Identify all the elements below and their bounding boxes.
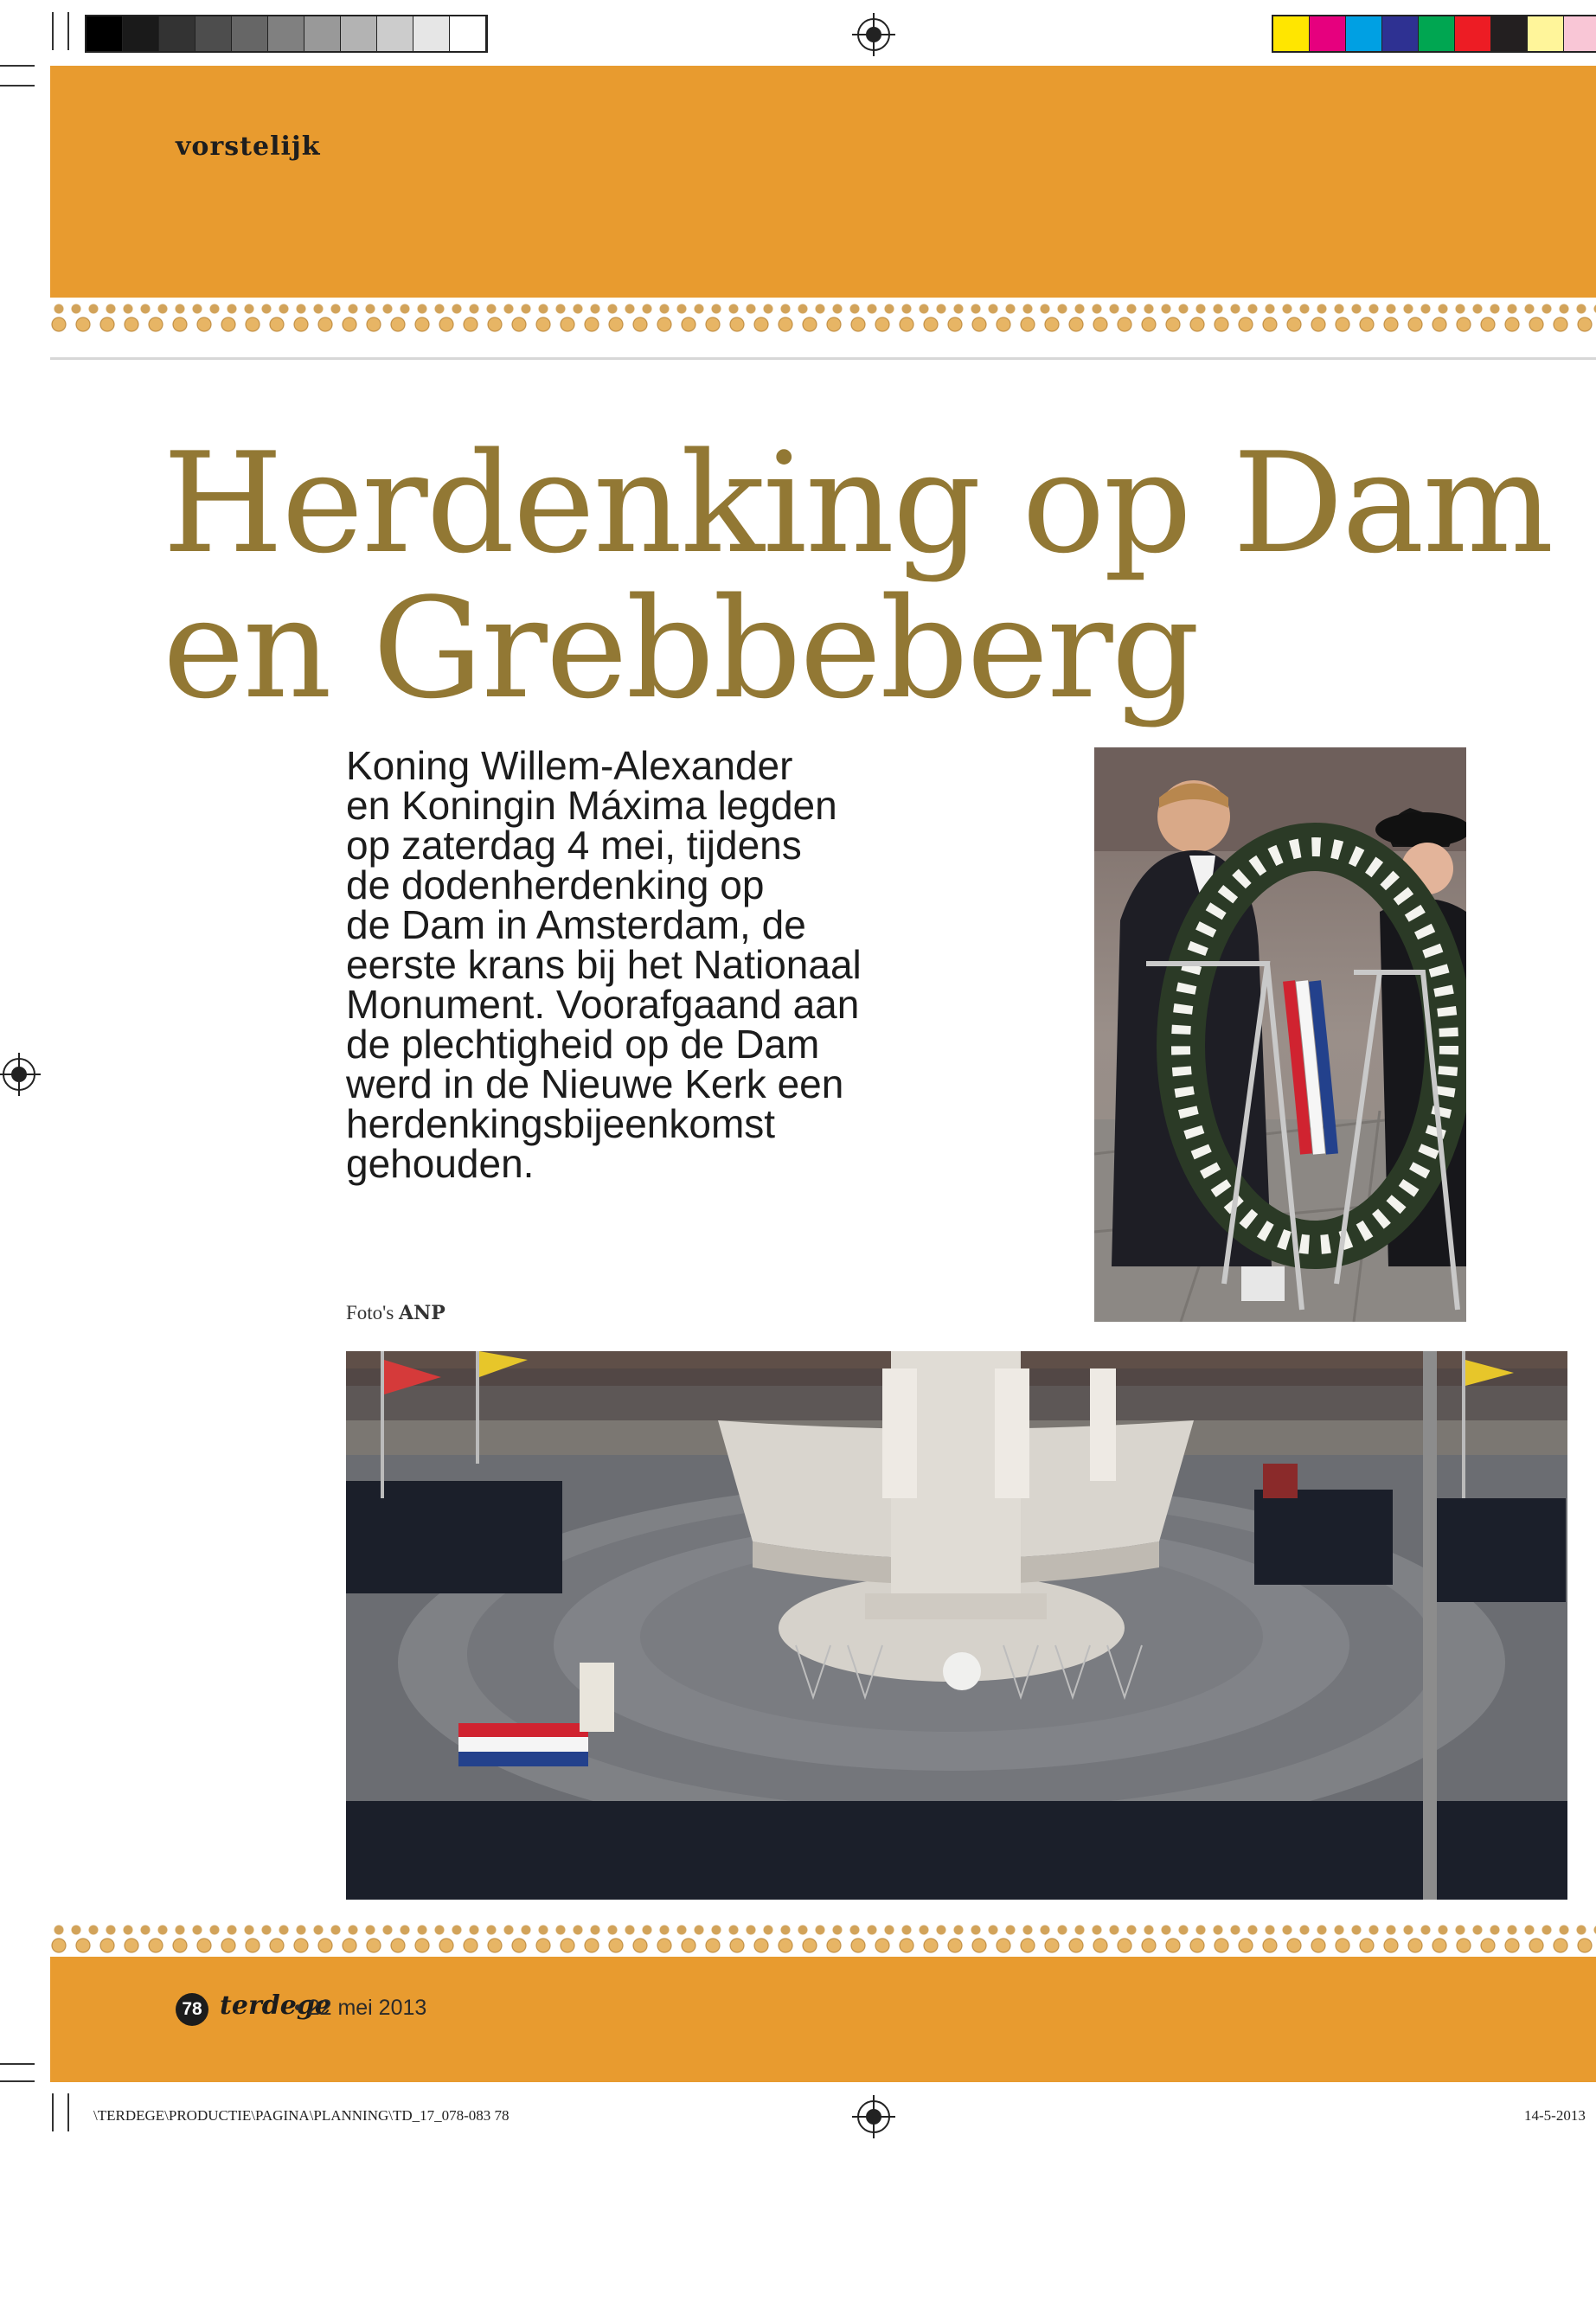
gray-swatch bbox=[377, 16, 413, 51]
lead-paragraph bbox=[346, 743, 969, 1186]
trim-mark bbox=[52, 12, 54, 50]
color-swatch bbox=[1455, 16, 1491, 51]
header-dot-border bbox=[50, 301, 1596, 332]
headline-line-2: en Grebbeberg bbox=[163, 567, 1199, 729]
print-slug-date: 14-5-2013 bbox=[1524, 2107, 1586, 2124]
header-band bbox=[50, 66, 1596, 298]
color-swatch bbox=[1528, 16, 1564, 51]
color-swatch bbox=[1346, 16, 1382, 51]
color-swatch bbox=[1419, 16, 1455, 51]
gray-swatch bbox=[159, 16, 195, 51]
lead-line: Koning Willem-Alexander bbox=[346, 743, 793, 788]
gray-swatch bbox=[87, 16, 123, 51]
trim-mark bbox=[0, 2080, 35, 2082]
color-swatch bbox=[1273, 16, 1310, 51]
wreath-photo-illustration bbox=[1094, 747, 1466, 1322]
lead-line: herdenkingsbijeenkomst bbox=[346, 1101, 776, 1146]
color-swatch bbox=[1564, 16, 1596, 51]
lead-line: op zaterdag 4 mei, tijdens bbox=[346, 823, 802, 868]
color-swatch bbox=[1310, 16, 1346, 51]
photo-credit bbox=[346, 1302, 445, 1324]
registration-mark-icon bbox=[3, 1058, 35, 1091]
photo-credit-label: Foto's bbox=[346, 1302, 394, 1324]
gray-swatch bbox=[195, 16, 232, 51]
trim-mark bbox=[67, 12, 69, 50]
footer-dot-border bbox=[50, 1922, 1596, 1953]
page-number-badge: 78 bbox=[176, 1993, 208, 2026]
dam-square-photo bbox=[346, 1351, 1567, 1900]
gray-swatch bbox=[268, 16, 304, 51]
footer-brand: terdege bbox=[220, 1990, 331, 2021]
lead-line: de Dam in Amsterdam, de bbox=[346, 902, 806, 947]
lead-line: gehouden. bbox=[346, 1141, 535, 1186]
lead-line: Monument. Voorafgaand aan bbox=[346, 982, 860, 1027]
section-label: vorstelijk bbox=[176, 131, 321, 162]
registration-mark-icon bbox=[857, 2100, 890, 2133]
gray-swatch bbox=[123, 16, 159, 51]
color-calibration-bar bbox=[1272, 15, 1596, 53]
footer-date: • 22 mei 2013 bbox=[294, 1996, 427, 2020]
color-swatch bbox=[1491, 16, 1528, 51]
trim-mark bbox=[52, 2093, 54, 2131]
grayscale-calibration-bar bbox=[85, 15, 488, 53]
lead-line: eerste krans bij het Nationaal bbox=[346, 942, 862, 987]
lead-line: werd in de Nieuwe Kerk een bbox=[346, 1061, 844, 1106]
gray-swatch bbox=[450, 16, 486, 51]
photo-credit-name: ANP bbox=[399, 1302, 445, 1324]
trim-mark bbox=[67, 2093, 69, 2131]
registration-mark-icon bbox=[857, 18, 890, 51]
lead-line: de plechtigheid op de Dam bbox=[346, 1022, 820, 1067]
gray-swatch bbox=[304, 16, 341, 51]
lead-line: en Koningin Máxima legden bbox=[346, 783, 837, 828]
trim-mark bbox=[0, 85, 35, 87]
print-slug-path: \TERDEGE\PRODUCTIE\PAGINA\PLANNING\TD_17_078-083 78 bbox=[93, 2107, 510, 2124]
lead-line: de dodenherdenking op bbox=[346, 862, 765, 907]
color-swatch bbox=[1382, 16, 1419, 51]
headline bbox=[163, 422, 1581, 729]
header-divider bbox=[50, 357, 1596, 360]
dam-square-illustration bbox=[346, 1351, 1567, 1900]
gray-swatch bbox=[341, 16, 377, 51]
headline-line-1: Herdenking op Dam bbox=[163, 422, 1553, 584]
trim-mark bbox=[0, 65, 35, 67]
gray-swatch bbox=[413, 16, 450, 51]
gray-swatch bbox=[232, 16, 268, 51]
wreath-photo bbox=[1094, 747, 1466, 1322]
trim-mark bbox=[0, 2063, 35, 2065]
